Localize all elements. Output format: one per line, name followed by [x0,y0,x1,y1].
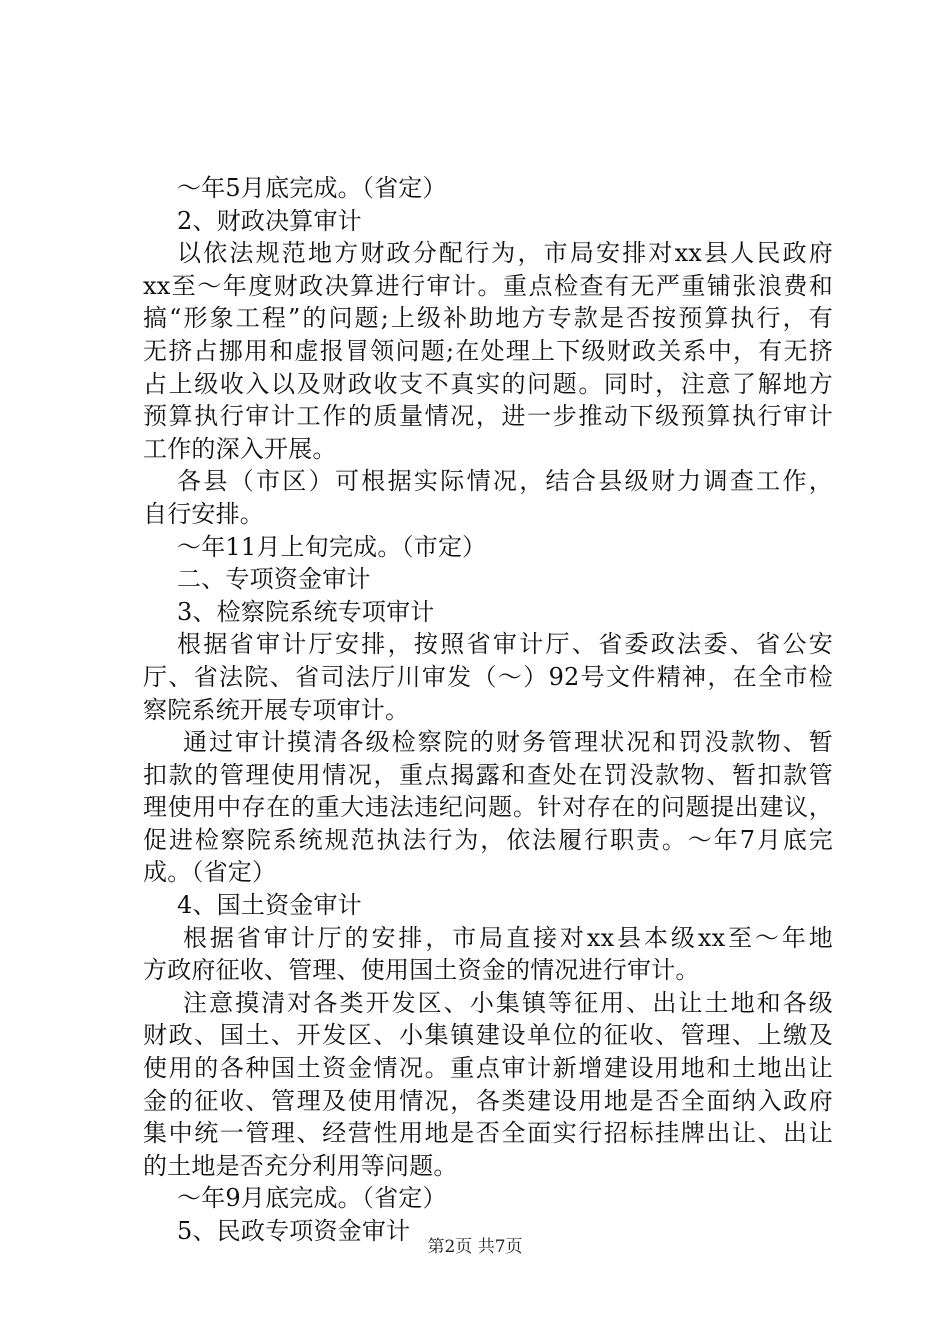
paragraph-line: 根据省审计厅安排，按照省审计厅、省委政法委、省公安 [177,630,833,659]
paragraph-line: 注意摸清对各类开发区、小集镇等征用、出让土地和各级 [183,988,833,1017]
paragraph-line: ～年11月上旬完成。（市定） [177,532,487,561]
section-heading: 二、专项资金审计 [177,565,371,594]
paragraph-line: 以依法规范地方财政分配行为，市局安排对xx县人民政府 [177,239,833,268]
paragraph-line: 集中统一管理、经营性用地是否全面实行招标挂牌出让、出让 [143,1119,833,1148]
paragraph-line: 自行安排。 [143,499,264,528]
paragraph-line: 理使用中存在的重大违法违纪问题。针对存在的问题提出建议， [143,793,833,822]
paragraph-line: 扣款的管理使用情况，重点揭露和查处在罚没款物、暂扣款管 [143,760,833,789]
paragraph-line: 无挤占挪用和虚报冒领问题;在处理上下级财政关系中，有无挤 [143,336,833,365]
paragraph-line: 的土地是否充分利用等问题。 [143,1151,458,1180]
paragraph-line: 预算执行审计工作的质量情况，进一步推动下级预算执行审计 [143,402,833,431]
section-heading: 4、国土资金审计 [177,891,362,920]
section-heading: 3、检察院系统专项审计 [177,597,435,626]
paragraph-line: 工作的深入开展。 [143,434,337,463]
paragraph-line: 察院系统开展专项审计。 [143,695,410,724]
section-heading: 5、民政专项资金审计 [177,1217,411,1245]
paragraph-line: 方政府征收、管理、使用国土资金的情况进行审计。 [143,956,700,985]
paragraph-line: 使用的各种国土资金情况。重点审计新增建设用地和土地出让 [143,1054,833,1083]
paragraph-line: 各县（市区）可根据实际情况，结合县级财力调查工作， [177,467,833,496]
paragraph-line: 厅、省法院、省司法厅川审发（～）92号文件精神，在全市检 [143,662,833,691]
paragraph-line: 促进检察院系统规范执法行为，依法履行职责。～年7月底完 [143,825,833,854]
paragraph-line: 成。（省定） [143,858,277,887]
paragraph-line: 根据省审计厅的安排，市局直接对xx县本级xx至～年地 [183,923,833,952]
paragraph-line: 通过审计摸清各级检察院的财务管理状况和罚没款物、暂 [183,728,833,757]
paragraph-line: xx至～年度财政决算进行审计。重点检查有无严重铺张浪费和 [143,271,833,300]
paragraph-line: ～年5月底完成。（省定） [177,174,447,202]
paragraph-line: ～年9月底完成。（省定） [177,1184,447,1213]
section-heading: 2、财政决算审计 [177,206,362,235]
paragraph-line: 搞“形象工程”的问题;上级补助地方专款是否按预算执行，有 [143,304,833,333]
document-body [143,172,833,1248]
paragraph-line: 占上级收入以及财政收支不真实的问题。同时，注意了解地方 [143,369,833,398]
page-number-footer: 第2页 共7页 [427,1237,523,1257]
paragraph-line: 金的征收、管理及使用情况，各类建设用地是否全面纳入政府 [143,1086,833,1115]
paragraph-line: 财政、国土、开发区、小集镇建设单位的征收、管理、上缴及 [143,1021,833,1050]
